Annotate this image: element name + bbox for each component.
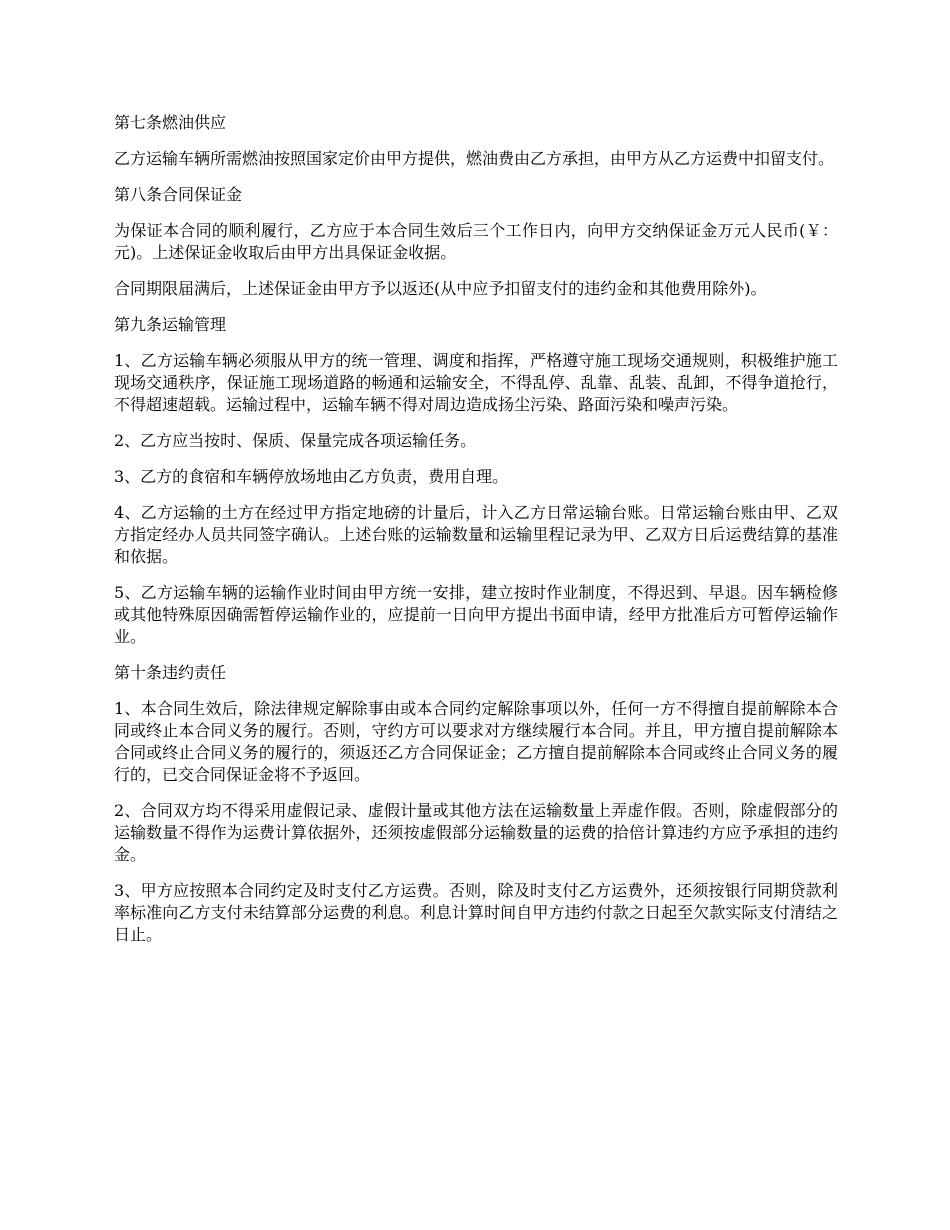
paragraph-transport-rule-4: 4、乙方运输的土方在经过甲方指定地磅的计量后，计入乙方日常运输台账。日常运输台账由甲、乙双方指定经办人员共同签字确认。上述台账的运输数量和运输里程记录为甲、乙双方日后运费结算的基准和依据。: [114, 503, 838, 566]
paragraph-transport-rule-5: 5、乙方运输车辆的运输作业时间由甲方统一安排，建立按时作业制度，不得迟到、早退。因车辆检修或其他特殊原因确需暂停运输作业的，应提前一日向甲方提出书面申请，经甲方批准后方可暂停运输作业。: [114, 583, 838, 646]
paragraph-transport-rule-3: 3、乙方的食宿和车辆停放场地由乙方负责，费用自理。: [114, 467, 509, 486]
document-page: [114, 112, 838, 960]
paragraph-transport-rule-1: 1、乙方运输车辆必须服从甲方的统一管理、调度和指挥，严格遵守施工现场交通规则，积极维护施工现场交通秩序，保证施工现场道路的畅通和运输安全，不得乱停、乱靠、乱装、乱卸，不得争道抢行，不得超速超载。运输过程中，运输车辆不得对周边造成扬尘污染、路面污染和噪声污染。: [114, 351, 838, 414]
paragraph-deposit-return: 合同期限届满后，上述保证金由甲方予以返还(从中应予扣留支付的违约金和其他费用除外)。: [114, 279, 767, 298]
paragraph-deposit-payment: 为保证本合同的顺利履行，乙方应于本合同生效后三个工作日内，向甲方交纳保证金万元人民币(￥：元)。上述保证金收取后由甲方出具保证金收据。: [114, 221, 838, 262]
heading-article-9: 第九条运输管理: [114, 315, 227, 334]
paragraph-liability-3: 3、甲方应按照本合同约定及时支付乙方运费。否则，除及时支付乙方运费外，还须按银行同期贷款利率标准向乙方支付未结算部分运费的利息。利息计算时间自甲方违约付款之日起至欠款实际支付清结之日止。: [114, 881, 838, 944]
paragraph-liability-1: 1、本合同生效后，除法律规定解除事由或本合同约定解除事项以外，任何一方不得擅自提前解除本合同或终止本合同义务的履行。否则，守约方可以要求对方继续履行本合同。并且，甲方擅自提前解除本合同或终止合同义务的履行的，须返还乙方合同保证金；乙方擅自提前解除本合同或终止合同义务的履行的，已交合同保证金将不予返回。: [114, 699, 838, 784]
paragraph-liability-2: 2、合同双方均不得采用虚假记录、虚假计量或其他方法在运输数量上弄虚作假。否则，除虚假部分的运输数量不得作为运费计算依据外，还须按虚假部分运输数量的运费的拾倍计算违约方应予承担的违约金。: [114, 801, 838, 864]
paragraph-transport-rule-2: 2、乙方应当按时、保质、保量完成各项运输任务。: [114, 431, 477, 450]
heading-article-8: 第八条合同保证金: [114, 185, 243, 204]
paragraph-fuel-supply: 乙方运输车辆所需燃油按照国家定价由甲方提供，燃油费由乙方承担，由甲方从乙方运费中扣留支付。: [114, 149, 835, 168]
heading-article-7: 第七条燃油供应: [114, 113, 227, 132]
heading-article-10: 第十条违约责任: [114, 663, 227, 682]
